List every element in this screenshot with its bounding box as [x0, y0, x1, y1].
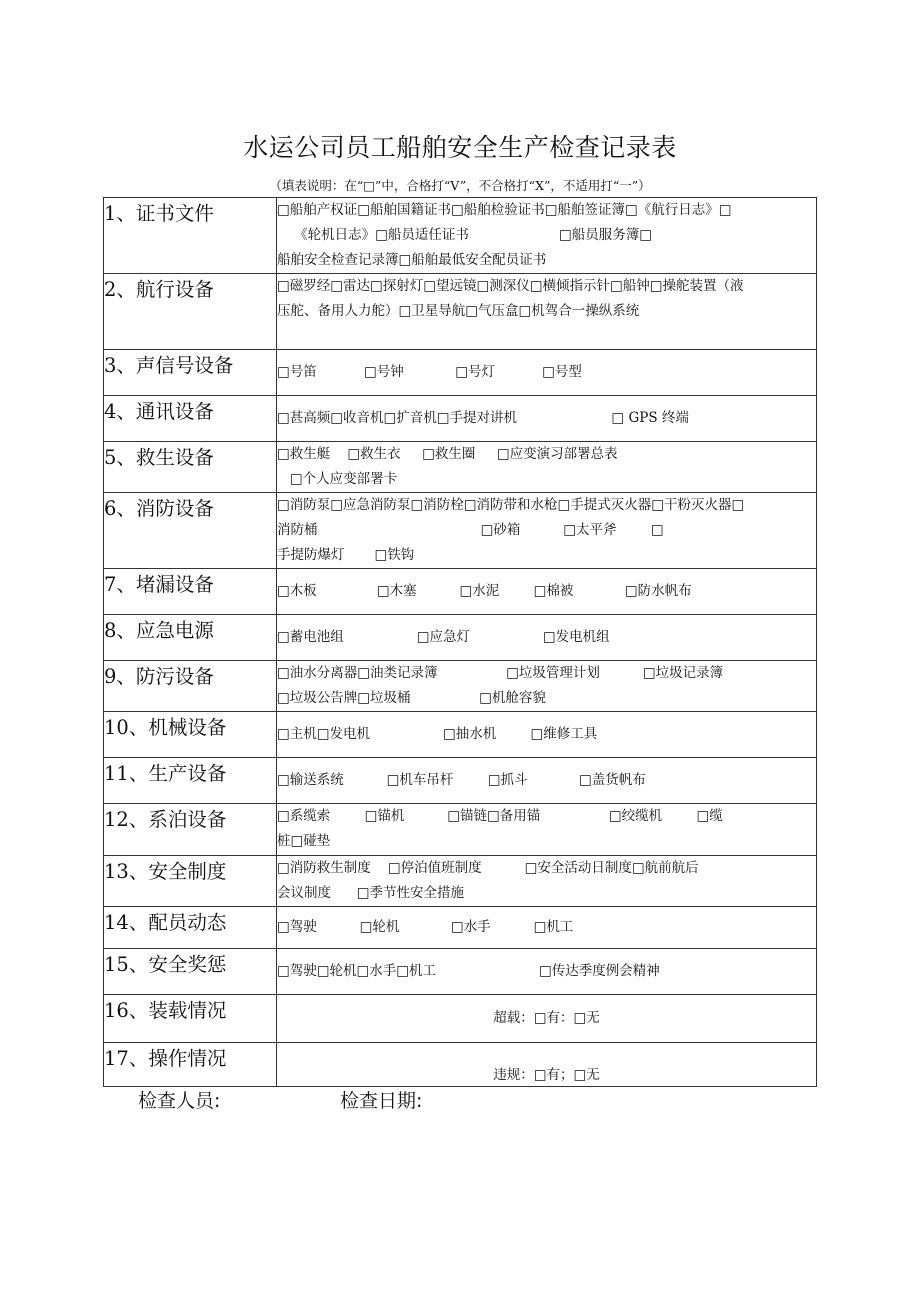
row-items-production[interactable]: □输送系统 □机车吊杆 □抓斗 □盖货帆布 — [277, 758, 817, 804]
row-items-sound-signal[interactable]: □号笛 □号钟 □号灯 □号型 — [277, 350, 817, 396]
table-row — [104, 396, 817, 442]
table-row — [104, 198, 817, 274]
row-items-crew[interactable]: □驾驶 □轮机 □水手 □机工 — [277, 907, 817, 949]
row-items-emergency-power[interactable]: □蓄电池组 □应急灯 □发电机组 — [277, 615, 817, 661]
row-items-rewards[interactable]: □驾驶□轮机□水手□机工 □传达季度例会精神 — [277, 949, 817, 995]
table-row — [104, 804, 817, 856]
table-row — [104, 661, 817, 712]
table-row — [104, 949, 817, 995]
row-label-machinery: 10、机械设备 — [104, 712, 277, 758]
table-row — [104, 712, 817, 758]
row-items-machinery[interactable]: □主机□发电机 □抽水机 □维修工具 — [277, 712, 817, 758]
table-row — [104, 1043, 817, 1087]
inspection-table — [103, 197, 817, 1087]
table-row — [104, 758, 817, 804]
row-items-communication[interactable]: □甚高频□收音机□扩音机□手提对讲机 □ GPS 终端 — [277, 396, 817, 442]
row-label-firefighting: 6、消防设备 — [104, 493, 277, 569]
row-items-operation[interactable]: 违规：□有；□无 — [277, 1043, 817, 1087]
row-items-firefighting[interactable]: □消防泵□应急消防泵□消防栓□消防带和水枪□手提式灭火器□干粉灭火器□ 消防桶 □砂箱 □太平斧 □ 手提防爆灯 □铁钩 — [277, 493, 817, 569]
row-label-loading: 16、装载情况 — [104, 995, 277, 1043]
row-label-mooring: 12、系泊设备 — [104, 804, 277, 856]
row-items-leak-plugging[interactable]: □木板 □木塞 □水泥 □棉被 □防水帆布 — [277, 569, 817, 615]
row-items-loading[interactable]: 超载：□有：□无 — [277, 995, 817, 1043]
row-label-operation: 17、操作情况 — [104, 1043, 277, 1087]
table-row — [104, 274, 817, 350]
table-row — [104, 907, 817, 949]
table-row — [104, 615, 817, 661]
row-label-emergency-power: 8、应急电源 — [104, 615, 277, 661]
table-row — [104, 442, 817, 493]
row-label-sound-signal: 3、声信号设备 — [104, 350, 277, 396]
row-label-leak-plugging: 7、堵漏设备 — [104, 569, 277, 615]
table-row — [104, 350, 817, 396]
row-items-certificates[interactable]: □船舶产权证□船舶国籍证书□船舶检验证书□船舶签证簿□《航行日志》□ 《轮机日志》□船员适任证书 □船员服务簿□ 船舶安全检查记录簿□船舶最低安全配员证书 — [277, 198, 817, 274]
row-items-mooring[interactable]: □系缆索 □锚机 □锚链□备用锚 □绞缆机 □缆 桩□碰垫 — [277, 804, 817, 856]
row-label-navigation: 2、航行设备 — [104, 274, 277, 350]
row-items-navigation[interactable]: □磁罗经□雷达□探射灯□望远镜□测深仪□横倾指示针□船钟□操舵装置（液 压舵、备用人力舵）□卫星导航□气压盒□机驾合一操纵系统 — [277, 274, 817, 350]
row-label-crew: 14、配员动态 — [104, 907, 277, 949]
row-label-production: 11、生产设备 — [104, 758, 277, 804]
page-title: 水运公司员工船舶安全生产检查记录表 — [243, 133, 677, 162]
row-label-safety-rules: 13、安全制度 — [104, 856, 277, 907]
table-row — [104, 856, 817, 907]
inspector-label: 检查人员: — [138, 1090, 221, 1112]
row-label-pollution: 9、防污设备 — [104, 661, 277, 712]
row-items-lifesaving[interactable]: □救生艇 □救生衣 □救生圈 □应变演习部署总表 □个人应变部署卡 — [277, 442, 817, 493]
row-label-certificates: 1、证书文件 — [104, 198, 277, 274]
row-items-safety-rules[interactable]: □消防救生制度 □停泊值班制度 □安全活动日制度□航前航后 会议制度 □季节性安全措施 — [277, 856, 817, 907]
row-label-lifesaving: 5、救生设备 — [104, 442, 277, 493]
row-label-communication: 4、通讯设备 — [104, 396, 277, 442]
fill-instructions: （填表说明：在“□”中，合格打“V”，不合格打“X”，不适用打“一”） — [269, 178, 651, 193]
row-items-pollution[interactable]: □油水分离器□油类记录簿 □垃圾管理计划 □垃圾记录簿 □垃圾公告牌□垃圾桶 □机舱容貌 — [277, 661, 817, 712]
table-row — [104, 995, 817, 1043]
inspection-date-label: 检查日期: — [340, 1090, 423, 1112]
table-row — [104, 493, 817, 569]
row-label-rewards: 15、安全奖惩 — [104, 949, 277, 995]
table-row — [104, 569, 817, 615]
